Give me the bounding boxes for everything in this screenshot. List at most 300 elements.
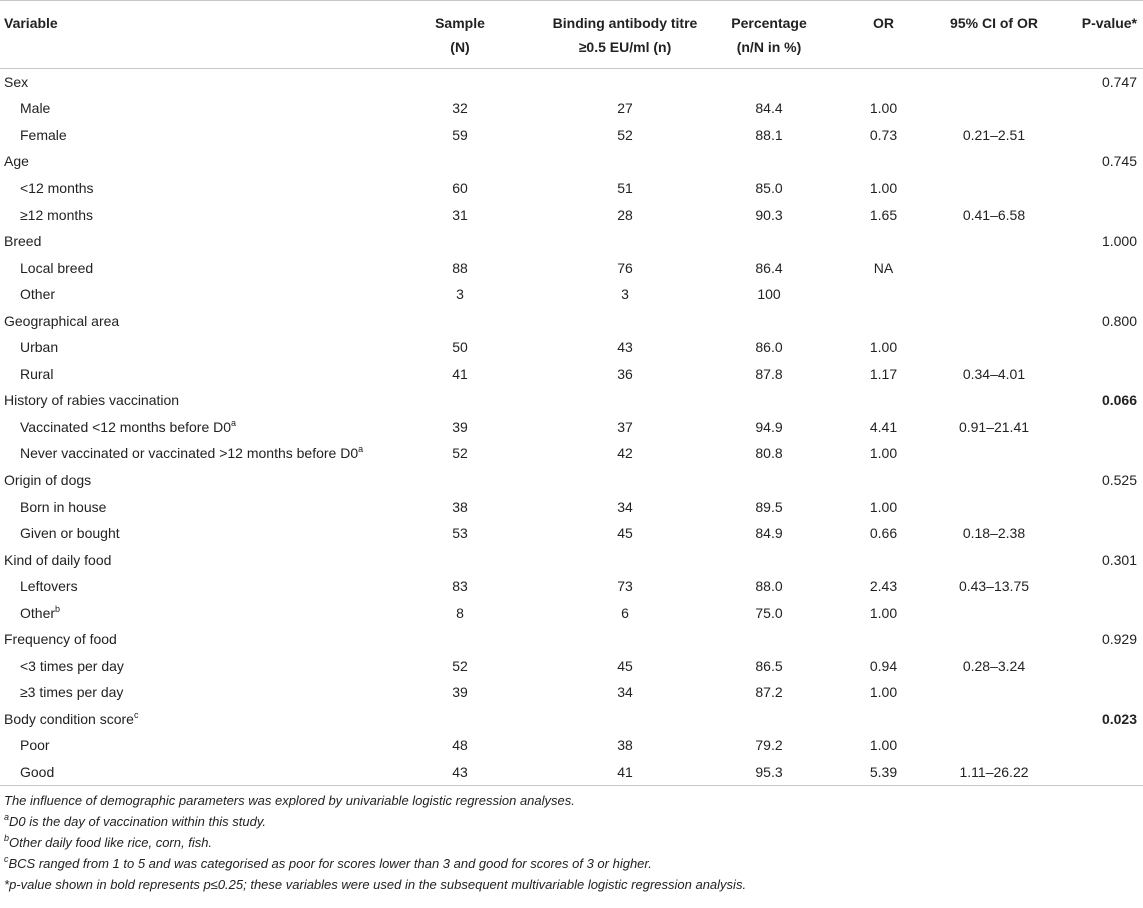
cell-binding	[540, 122, 710, 149]
cell-pvalue	[1049, 281, 1143, 308]
cell-pvalue-text: 0.066	[1101, 392, 1137, 409]
cell-pvalue-text: 0.301	[1101, 551, 1137, 568]
cell-binding-text: 43	[617, 339, 633, 356]
cell-ci	[939, 361, 1049, 388]
cell-ci	[939, 281, 1049, 308]
cell-binding	[540, 175, 710, 202]
cell-ci-text: 0.91–21.41	[958, 418, 1030, 435]
cell-pvalue	[1049, 334, 1143, 361]
cell-pvalue-text: 1.000	[1101, 233, 1137, 250]
table-row	[0, 599, 1143, 626]
footnote-marker: a	[4, 811, 10, 822]
cell-sample-text: 53	[452, 525, 468, 542]
cell-percentage-text: 80.8	[755, 445, 783, 462]
footnote	[4, 832, 1143, 853]
cell-or-text: 1.00	[869, 737, 898, 754]
cell-variable	[0, 440, 380, 467]
cell-or	[828, 281, 939, 308]
cell-sample	[380, 467, 540, 494]
cell-sample	[380, 573, 540, 600]
cell-variable	[0, 706, 380, 733]
cell-sample-text: 59	[452, 126, 468, 143]
cell-or	[828, 440, 939, 467]
header-or: OR	[828, 1, 939, 69]
cell-or	[828, 599, 939, 626]
cell-binding	[540, 546, 710, 573]
cell-binding	[540, 759, 710, 786]
header-pvalue: P-value*	[1049, 1, 1143, 69]
cell-binding-text: 3	[621, 286, 629, 303]
cell-ci-text: 0.41–6.58	[962, 206, 1026, 223]
cell-sample	[380, 122, 540, 149]
table-row	[0, 440, 1143, 467]
cell-pvalue	[1049, 759, 1143, 786]
cell-percentage	[710, 387, 828, 414]
cell-sample-text: 48	[452, 737, 468, 754]
footnote	[4, 853, 1143, 874]
cell-sample	[380, 69, 540, 96]
cell-percentage	[710, 307, 828, 334]
cell-pvalue	[1049, 440, 1143, 467]
cell-sample-text: 39	[452, 418, 468, 435]
cell-binding	[540, 361, 710, 388]
cell-variable-text: Kind of daily food	[4, 551, 112, 568]
cell-ci-text: 0.28–3.24	[962, 657, 1026, 674]
cell-percentage	[710, 440, 828, 467]
cell-or	[828, 706, 939, 733]
cell-percentage-text: 84.4	[755, 100, 783, 117]
table-row	[0, 361, 1143, 388]
cell-binding	[540, 228, 710, 255]
cell-percentage	[710, 520, 828, 547]
cell-percentage	[710, 361, 828, 388]
cell-sample-text: 52	[452, 657, 468, 674]
cell-pvalue	[1049, 361, 1143, 388]
cell-pvalue	[1049, 307, 1143, 334]
cell-binding-text: 34	[617, 684, 633, 701]
cell-binding	[540, 201, 710, 228]
cell-binding-text: 76	[617, 259, 633, 276]
cell-ci-text: 0.43–13.75	[958, 578, 1030, 595]
cell-binding	[540, 281, 710, 308]
cell-percentage-text: 94.9	[755, 418, 783, 435]
cell-variable-text: Other	[20, 286, 56, 303]
cell-or-text: 1.00	[869, 179, 898, 196]
cell-variable	[0, 175, 380, 202]
cell-percentage	[710, 493, 828, 520]
cell-variable	[0, 626, 380, 653]
cell-percentage	[710, 414, 828, 441]
cell-pvalue	[1049, 599, 1143, 626]
cell-sample	[380, 254, 540, 281]
cell-variable	[0, 414, 380, 441]
cell-ci	[939, 201, 1049, 228]
cell-sample	[380, 653, 540, 680]
cell-ci	[939, 546, 1049, 573]
cell-variable-text: Male	[20, 100, 51, 117]
table-group-row	[0, 148, 1143, 175]
footnote-marker: a	[358, 444, 364, 455]
cell-percentage-text: 88.0	[755, 578, 783, 595]
table-row	[0, 201, 1143, 228]
header-variable: Variable	[0, 1, 380, 69]
cell-or	[828, 546, 939, 573]
cell-percentage-text: 88.1	[755, 126, 783, 143]
table-body	[0, 69, 1143, 786]
table-group-row	[0, 307, 1143, 334]
cell-sample	[380, 732, 540, 759]
header-percentage: Percentage (n/N in %)	[710, 1, 828, 69]
cell-variable	[0, 122, 380, 149]
cell-sample-text: 43	[452, 763, 468, 780]
cell-sample	[380, 626, 540, 653]
cell-percentage-text: 95.3	[755, 763, 783, 780]
cell-percentage	[710, 95, 828, 122]
cell-percentage-text: 89.5	[755, 498, 783, 515]
cell-pvalue	[1049, 122, 1143, 149]
cell-percentage	[710, 546, 828, 573]
cell-variable-text: ≥3 times per day	[20, 684, 124, 701]
cell-ci	[939, 573, 1049, 600]
cell-pvalue	[1049, 148, 1143, 175]
table-row	[0, 732, 1143, 759]
cell-or	[828, 387, 939, 414]
cell-sample-text: 39	[452, 684, 468, 701]
cell-binding	[540, 679, 710, 706]
cell-pvalue	[1049, 493, 1143, 520]
cell-variable-text: <3 times per day	[20, 657, 124, 674]
cell-variable-text: Local breed	[20, 259, 94, 276]
cell-binding-text: 38	[617, 737, 633, 754]
table-row	[0, 653, 1143, 680]
cell-sample-text: 88	[452, 259, 468, 276]
cell-percentage	[710, 732, 828, 759]
cell-percentage	[710, 653, 828, 680]
cell-or-text: 1.00	[869, 445, 898, 462]
cell-percentage-text: 87.8	[755, 365, 783, 382]
cell-variable-text: Given or bought	[20, 525, 120, 542]
cell-or	[828, 414, 939, 441]
table-group-row	[0, 546, 1143, 573]
cell-sample	[380, 759, 540, 786]
cell-binding	[540, 520, 710, 547]
cell-or	[828, 307, 939, 334]
cell-percentage-text: 79.2	[755, 737, 783, 754]
cell-variable	[0, 361, 380, 388]
table-row	[0, 175, 1143, 202]
cell-binding	[540, 148, 710, 175]
cell-or-text: 1.00	[869, 498, 898, 515]
cell-sample	[380, 228, 540, 255]
table-row	[0, 414, 1143, 441]
cell-variable	[0, 148, 380, 175]
cell-variable	[0, 599, 380, 626]
cell-binding	[540, 573, 710, 600]
cell-ci	[939, 493, 1049, 520]
cell-pvalue	[1049, 706, 1143, 733]
cell-binding-text: 34	[617, 498, 633, 515]
cell-or-text: 1.00	[869, 339, 898, 356]
cell-or	[828, 175, 939, 202]
cell-percentage	[710, 228, 828, 255]
table-group-row	[0, 626, 1143, 653]
footnote-marker: a	[231, 417, 237, 428]
cell-variable-text: Other	[20, 604, 56, 621]
cell-binding	[540, 254, 710, 281]
cell-ci	[939, 228, 1049, 255]
cell-or	[828, 254, 939, 281]
cell-percentage	[710, 281, 828, 308]
cell-ci-text: 0.21–2.51	[962, 126, 1026, 143]
cell-or	[828, 334, 939, 361]
cell-binding-text: 42	[617, 445, 633, 462]
cell-binding	[540, 493, 710, 520]
cell-binding	[540, 440, 710, 467]
cell-percentage	[710, 254, 828, 281]
cell-pvalue-text: 0.747	[1101, 74, 1137, 91]
cell-ci	[939, 732, 1049, 759]
cell-pvalue-text: 0.800	[1101, 312, 1137, 329]
cell-pvalue	[1049, 732, 1143, 759]
cell-variable	[0, 201, 380, 228]
cell-sample-text: 38	[452, 498, 468, 515]
cell-percentage-text: 90.3	[755, 206, 783, 223]
cell-ci	[939, 467, 1049, 494]
cell-variable-text: <12 months	[20, 179, 94, 196]
cell-ci	[939, 440, 1049, 467]
cell-variable-text: Vaccinated <12 months before D0	[20, 418, 232, 435]
cell-sample-text: 83	[452, 578, 468, 595]
cell-variable-text: Good	[20, 763, 55, 780]
cell-pvalue-text: 0.745	[1101, 153, 1137, 170]
cell-binding-text: 36	[617, 365, 633, 382]
cell-variable-text: Geographical area	[4, 312, 120, 329]
cell-sample-text: 3	[456, 286, 464, 303]
footnote-text: Other daily food like rice, corn, fish.	[9, 834, 213, 850]
cell-or-text: 0.73	[869, 126, 898, 143]
header-ci: 95% CI of OR	[939, 1, 1049, 69]
header-binding: Binding antibody titre ≥0.5 EU/ml (n)	[540, 1, 710, 69]
table-row	[0, 254, 1143, 281]
cell-or	[828, 573, 939, 600]
cell-ci	[939, 626, 1049, 653]
cell-or-text: 5.39	[869, 763, 898, 780]
cell-percentage	[710, 706, 828, 733]
footnote-marker: b	[55, 603, 61, 614]
cell-percentage	[710, 334, 828, 361]
cell-percentage	[710, 175, 828, 202]
cell-binding-text: 27	[617, 100, 633, 117]
cell-variable-text: Frequency of food	[4, 631, 117, 648]
cell-percentage-text: 75.0	[755, 604, 783, 621]
cell-sample-text: 52	[452, 445, 468, 462]
cell-ci	[939, 148, 1049, 175]
table-row	[0, 520, 1143, 547]
table-group-row	[0, 69, 1143, 96]
cell-or	[828, 69, 939, 96]
cell-percentage	[710, 759, 828, 786]
cell-pvalue	[1049, 228, 1143, 255]
cell-sample-text: 50	[452, 339, 468, 356]
cell-variable-text: Born in house	[20, 498, 107, 515]
cell-sample	[380, 520, 540, 547]
cell-pvalue-text: 0.525	[1101, 471, 1137, 488]
cell-percentage	[710, 573, 828, 600]
cell-variable	[0, 228, 380, 255]
table-group-row	[0, 387, 1143, 414]
cell-sample-text: 41	[452, 365, 468, 382]
cell-or	[828, 95, 939, 122]
cell-sample	[380, 148, 540, 175]
cell-binding-text: 73	[617, 578, 633, 595]
cell-pvalue	[1049, 546, 1143, 573]
cell-or	[828, 732, 939, 759]
cell-ci-text: 0.18–2.38	[962, 525, 1026, 542]
table-row	[0, 679, 1143, 706]
cell-percentage-text: 84.9	[755, 525, 783, 542]
cell-variable	[0, 759, 380, 786]
footnote	[4, 790, 1143, 811]
cell-or	[828, 520, 939, 547]
cell-variable-text: History of rabies vaccination	[4, 392, 180, 409]
cell-variable-text: Age	[4, 153, 29, 170]
cell-binding-text: 6	[621, 604, 629, 621]
cell-variable	[0, 467, 380, 494]
cell-or-text: 4.41	[869, 418, 898, 435]
cell-sample	[380, 440, 540, 467]
cell-variable	[0, 573, 380, 600]
cell-ci	[939, 387, 1049, 414]
cell-binding	[540, 467, 710, 494]
cell-sample	[380, 599, 540, 626]
cell-variable-text: Female	[20, 126, 67, 143]
cell-percentage-text: 87.2	[755, 684, 783, 701]
cell-percentage-text: 86.5	[755, 657, 783, 674]
cell-ci	[939, 414, 1049, 441]
cell-percentage	[710, 122, 828, 149]
cell-pvalue	[1049, 520, 1143, 547]
table-row	[0, 759, 1143, 786]
cell-sample	[380, 387, 540, 414]
cell-variable	[0, 546, 380, 573]
cell-percentage-text: 100	[757, 286, 781, 303]
cell-or-text: 1.65	[869, 206, 898, 223]
cell-ci	[939, 759, 1049, 786]
cell-binding	[540, 706, 710, 733]
footnote	[4, 811, 1143, 832]
cell-binding-text: 45	[617, 657, 633, 674]
cell-ci	[939, 122, 1049, 149]
cell-binding	[540, 626, 710, 653]
footnote-marker: c	[133, 709, 139, 720]
cell-or-text: NA	[873, 259, 894, 276]
footnote-text: p-value shown in bold represents p≤0.25; these variables were used in the subsequent multivariable logistic regression analysis.	[9, 876, 747, 892]
table-row	[0, 493, 1143, 520]
cell-sample	[380, 307, 540, 334]
cell-variable-text: Sex	[4, 74, 29, 91]
cell-sample	[380, 334, 540, 361]
cell-binding-text: 51	[617, 179, 633, 196]
cell-pvalue	[1049, 69, 1143, 96]
table-row	[0, 95, 1143, 122]
cell-pvalue	[1049, 387, 1143, 414]
table-footnotes	[0, 786, 1143, 895]
cell-variable	[0, 493, 380, 520]
footnote	[4, 874, 1143, 895]
cell-variable-text: ≥12 months	[20, 206, 94, 223]
cell-or-text: 1.00	[869, 684, 898, 701]
footnote-marker: b	[4, 832, 10, 843]
cell-or	[828, 626, 939, 653]
cell-sample-text: 8	[456, 604, 464, 621]
cell-binding	[540, 95, 710, 122]
cell-or	[828, 228, 939, 255]
header-sample: Sample (N)	[380, 1, 540, 69]
cell-percentage	[710, 599, 828, 626]
cell-variable-text: Rural	[20, 365, 54, 382]
cell-variable	[0, 307, 380, 334]
table-row	[0, 334, 1143, 361]
cell-sample	[380, 175, 540, 202]
cell-ci	[939, 599, 1049, 626]
cell-variable	[0, 653, 380, 680]
cell-variable	[0, 679, 380, 706]
footnote-marker: *	[4, 876, 10, 892]
cell-ci	[939, 95, 1049, 122]
cell-binding	[540, 414, 710, 441]
cell-variable	[0, 69, 380, 96]
cell-percentage	[710, 626, 828, 653]
footnote-text: The influence of demographic parameters was explored by univariable logistic regression analyses.	[4, 792, 575, 808]
cell-variable-text: Origin of dogs	[4, 471, 92, 488]
table-row	[0, 281, 1143, 308]
cell-binding	[540, 387, 710, 414]
cell-binding-text: 28	[617, 206, 633, 223]
cell-or	[828, 201, 939, 228]
cell-sample	[380, 414, 540, 441]
cell-ci	[939, 653, 1049, 680]
table-row	[0, 573, 1143, 600]
cell-variable-text: Breed	[4, 233, 42, 250]
cell-or-text: 0.94	[869, 657, 898, 674]
cell-percentage-text: 86.4	[755, 259, 783, 276]
cell-pvalue-text: 0.929	[1101, 631, 1137, 648]
cell-or-text: 1.00	[869, 100, 898, 117]
cell-or	[828, 653, 939, 680]
cell-variable	[0, 95, 380, 122]
cell-sample-text: 60	[452, 179, 468, 196]
cell-pvalue	[1049, 414, 1143, 441]
cell-percentage	[710, 69, 828, 96]
cell-or-text: 0.66	[869, 525, 898, 542]
cell-binding	[540, 732, 710, 759]
cell-ci	[939, 307, 1049, 334]
cell-binding	[540, 653, 710, 680]
cell-pvalue	[1049, 201, 1143, 228]
cell-binding-text: 37	[617, 418, 633, 435]
cell-sample	[380, 706, 540, 733]
cell-variable	[0, 281, 380, 308]
cell-pvalue	[1049, 653, 1143, 680]
cell-variable	[0, 334, 380, 361]
cell-or	[828, 759, 939, 786]
table-group-row	[0, 706, 1143, 733]
cell-variable-text: Never vaccinated or vaccinated >12 months before D0	[20, 445, 359, 462]
cell-variable	[0, 387, 380, 414]
cell-pvalue	[1049, 254, 1143, 281]
cell-sample	[380, 493, 540, 520]
cell-sample	[380, 679, 540, 706]
